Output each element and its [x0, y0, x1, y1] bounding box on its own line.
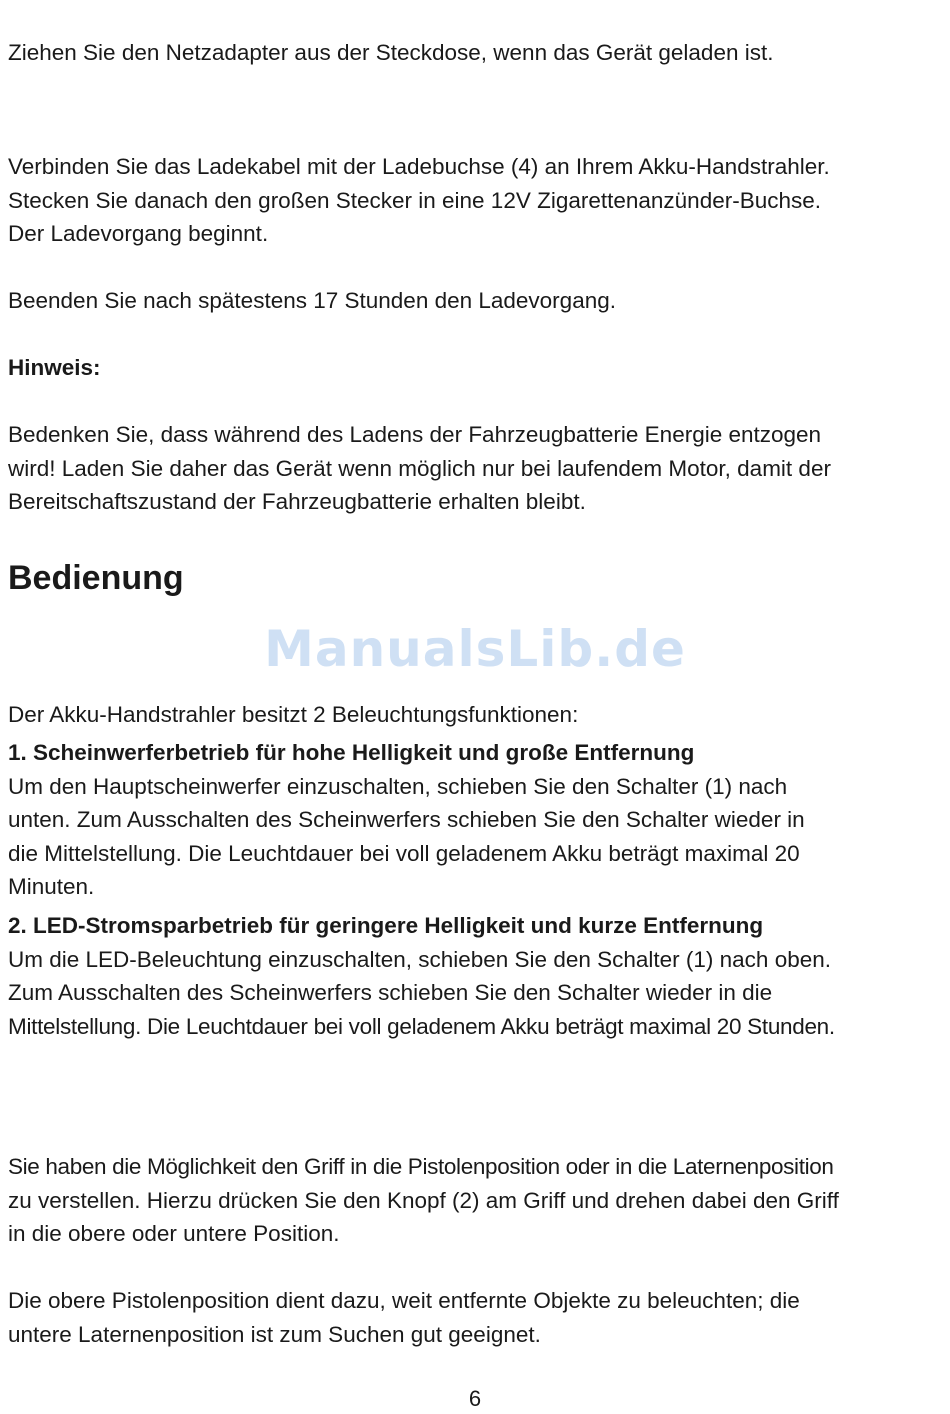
function-1: [8, 736, 944, 904]
paragraph-charging-cable: [8, 150, 944, 251]
paragraph-unplug: [8, 36, 944, 70]
page-number: 6: [468, 1386, 482, 1411]
text-line: zu verstellen. Hierzu drücken Sie den Knopf (2) am Griff und drehen dabei den Griff: [8, 1187, 839, 1213]
function-2: [8, 909, 944, 1043]
text-line: in die obere oder untere Position.: [8, 1221, 340, 1246]
paragraph-battery-note: [8, 418, 944, 519]
paragraph-position-usage: [8, 1284, 944, 1351]
text-line: wird! Laden Sie daher das Gerät wenn möglich nur bei laufendem Motor, damit der: [8, 455, 831, 481]
text-line: Zum Ausschalten des Scheinwerfers schieben Sie den Schalter wieder in die: [8, 980, 773, 1005]
hinweis-label: [8, 351, 944, 385]
text-line: Der Akku-Handstrahler besitzt 2 Beleuchtungsfunktionen:: [8, 702, 579, 727]
section-heading-bedienung: Bedienung: [8, 559, 184, 597]
text-line: Stecken Sie danach den großen Stecker in eine 12V Zigarettenanzünder-Buchse.: [8, 187, 822, 213]
text-line: die Mittelstellung. Die Leuchtdauer bei voll geladenem Akku beträgt maximal 20: [8, 840, 800, 866]
paragraph-charge-duration: [8, 284, 944, 318]
text-line: Beenden Sie nach spätestens 17 Stunden den Ladevorgang.: [8, 288, 616, 313]
text-line: Sie haben die Möglichkeit den Griff in die Pistolenposition oder in die Laternenposition: [8, 1154, 834, 1179]
text-line: Mittelstellung. Die Leuchtdauer bei voll geladenem Akku beträgt maximal 20 Stunden.: [8, 1013, 835, 1039]
text-line: Um die LED-Beleuchtung einzuschalten, schieben Sie den Schalter (1) nach oben.: [8, 946, 831, 972]
text-line: Ziehen Sie den Netzadapter aus der Steckdose, wenn das Gerät geladen ist.: [8, 40, 774, 65]
text-line: Der Ladevorgang beginnt.: [8, 221, 269, 246]
paragraph-grip-position: [8, 1150, 944, 1251]
text-line: Bereitschaftszustand der Fahrzeugbatterie erhalten bleibt.: [8, 489, 586, 514]
function-1-title: 1. Scheinwerferbetrieb für hohe Helligkeit und große Entfernung: [8, 740, 695, 765]
text-line: untere Laternenposition ist zum Suchen gut geeignet.: [8, 1321, 541, 1347]
manualslib-watermark: ManualsLib.de: [264, 620, 686, 678]
text-line: Bedenken Sie, dass während des Ladens der Fahrzeugbatterie Energie entzogen: [8, 422, 822, 447]
text-line: Um den Hauptscheinwerfer einzuschalten, schieben Sie den Schalter (1) nach: [8, 773, 788, 799]
text-line: Die obere Pistolenposition dient dazu, weit entfernte Objekte zu beleuchten; die: [8, 1288, 800, 1313]
text-line: Verbinden Sie das Ladekabel mit der Ladebuchse (4) an Ihrem Akku-Handstrahler.: [8, 154, 830, 179]
text-line: Hinweis:: [8, 355, 101, 380]
text-line: Minuten.: [8, 874, 95, 899]
text-line: unten. Zum Ausschalten des Scheinwerfers schieben Sie den Schalter wieder in: [8, 807, 805, 832]
paragraph-functions-intro: [8, 698, 944, 732]
function-2-title: 2. LED-Stromsparbetrieb für geringere Helligkeit und kurze Entfernung: [8, 913, 764, 938]
